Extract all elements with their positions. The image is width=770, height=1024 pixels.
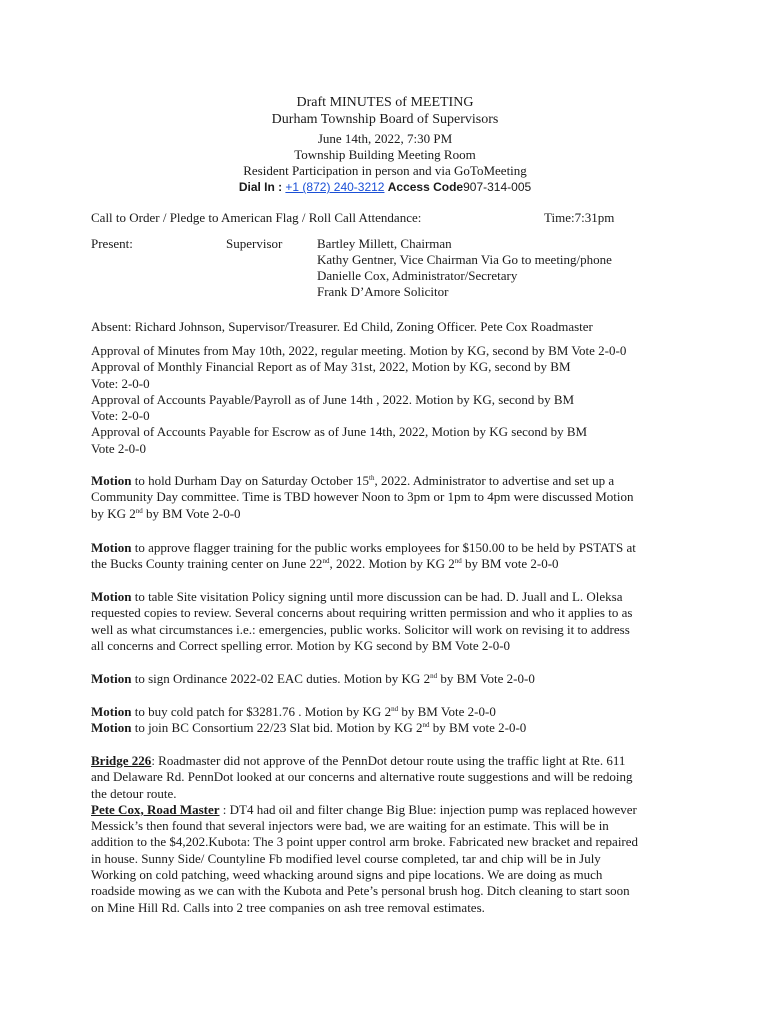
present-role: Supervisor — [226, 236, 283, 251]
motion-text: , 2022. Administrator to advertise and set up a — [374, 473, 615, 488]
present-member: Kathy Gentner, Vice Chairman Via Go to meeting/phone — [317, 252, 612, 267]
motion-text: requested copies to review. Several concerns about requiring written permission and who it applies to as — [91, 605, 633, 621]
motion-text: to join BC Consortium 22/23 Slat bid. Motion by KG 2 — [131, 720, 423, 736]
dial-in-phone-link[interactable]: +1 (872) 240-3212 — [285, 180, 385, 194]
ordinal-suffix: nd — [322, 557, 330, 566]
ordinal-suffix: nd — [135, 506, 143, 515]
meeting-date-time: June 14th, 2022, 7:30 PM — [317, 131, 453, 146]
participation-note: Resident Participation in person and via GoToMeeting — [243, 163, 527, 178]
bridge-and-road-report — [91, 753, 683, 916]
report-text: roadside mowing as we can with the Kubota and Pete’s personal brush hog. Ditch cleaning to start soon — [91, 883, 630, 899]
motion-text: to sign Ordinance 2022-02 EAC duties. Motion by KG 2 — [131, 671, 431, 686]
motion-text: to buy cold patch for $3281.76 . Motion by KG 2 — [131, 704, 392, 719]
motion-text: by BM vote 2-0-0 — [461, 556, 559, 572]
approval-line: Approval of Minutes from May 10th, 2022, regular meeting. Motion by KG, second by BM Vote 2-0-0 — [91, 343, 627, 358]
report-text: the detour route. — [91, 785, 177, 801]
motion-text: by KG 2 — [91, 505, 136, 521]
motion-text: Community Day committee. Time is TBD however Noon to 3pm or 1pm to 4pm were discussed Motion — [91, 489, 634, 505]
ordinal-suffix: nd — [422, 721, 430, 730]
motion-label: Motion — [91, 704, 132, 719]
present-label: Present: — [91, 236, 133, 251]
motion-label: Motion — [91, 473, 132, 488]
report-text: in house. Sunny Side/ Countyline Fb modified level course completed, tar and chip will be in July — [91, 850, 601, 866]
access-code-value: 907-314-005 — [463, 180, 532, 194]
board-name: Durham Township Board of Supervisors — [271, 112, 499, 127]
approvals-block — [91, 343, 683, 457]
motion-text: all concerns and Correct spelling error. Motion by KG second by BM Vote 2-0-0 — [91, 637, 511, 653]
report-text: Messick’s then found that several injectors were bad, we are waiting for an estimate. This will be in — [91, 818, 609, 834]
motion-label: Motion — [91, 720, 132, 736]
motion-ordinance — [91, 671, 683, 687]
call-to-order: Call to Order / Pledge to American Flag / Roll Call Attendance: — [91, 210, 422, 225]
approval-line: Vote: 2-0-0 — [91, 375, 150, 391]
report-text: addition to the $4,202.Kubota: The 3 point upper control arm broke. Fabricated new bracket and repaired — [91, 834, 639, 850]
motion-label: Motion — [91, 540, 132, 555]
bridge-heading: Bridge 226 — [91, 753, 152, 768]
motion-text: by BM Vote 2-0-0 — [398, 704, 496, 719]
motion-text: to hold Durham Day on Saturday October 15 — [131, 473, 370, 488]
access-code-label: Access Code — [387, 180, 464, 194]
report-text: : DT4 had oil and filter change Big Blue: injection pump was replaced however — [219, 801, 637, 817]
report-text: Working on cold patching, weed whacking around signs and pipe locations. We are doing as much — [91, 867, 603, 883]
motion-site-visitation — [91, 589, 683, 654]
motion-text: by BM Vote 2-0-0 — [437, 671, 535, 686]
present-member: Danielle Cox, Administrator/Secretary — [317, 268, 518, 283]
dial-in-label: Dial In : — [238, 180, 283, 194]
approval-line: Vote 2-0-0 — [91, 440, 147, 456]
approval-line: Approval of Accounts Payable for Escrow as of June 14th, 2022, Motion by KG second by BM — [91, 424, 588, 440]
motion-text: the Bucks County training center on June 22 — [91, 556, 323, 572]
ordinal-suffix: nd — [430, 672, 438, 680]
ordinal-suffix: nd — [391, 705, 399, 713]
report-text: and Delaware Rd. PennDot looked at our concerns and alternative route suggestions and will be redoing — [91, 769, 633, 785]
motion-durham-day — [91, 473, 683, 522]
document-title: Draft MINUTES of MEETING — [296, 95, 474, 110]
call-to-order-time: Time:7:31pm — [544, 210, 615, 225]
approval-line: Approval of Accounts Payable/Payroll as of June 14th , 2022. Motion by KG, second by BM — [91, 391, 575, 407]
motion-text: to approve flagger training for the public works employees for $150.00 to be held by PSTATS at — [131, 540, 636, 555]
motion-flagger-training — [91, 540, 683, 573]
motion-text: by BM Vote 2-0-0 — [142, 505, 241, 521]
approval-line: Approval of Monthly Financial Report as of May 31st, 2022, Motion by KG, second by BM — [91, 359, 571, 375]
motion-text: to table Site visitation Policy signing until more discussion can be had. D. Juall and L. Oleksa — [131, 589, 623, 604]
report-text: on Mine Hill Rd. Calls into 2 tree companies on ash tree removal estimates. — [91, 899, 485, 915]
ordinal-suffix: th — [369, 474, 375, 482]
present-member: Bartley Millett, Chairman — [317, 236, 452, 251]
road-master-heading: Pete Cox, Road Master — [91, 801, 220, 817]
report-text: : Roadmaster did not approve of the PennDot detour route using the traffic light at Rte. 611 — [151, 753, 626, 768]
motion-text: , 2022. Motion by KG 2 — [329, 556, 455, 572]
motion-text: by BM vote 2-0-0 — [429, 720, 527, 736]
present-member: Frank D’Amore Solicitor — [317, 284, 449, 299]
approval-line: Vote: 2-0-0 — [91, 408, 150, 424]
absent-line: Absent: Richard Johnson, Supervisor/Treasurer. Ed Child, Zoning Officer. Pete Cox Roadmaster — [91, 319, 593, 334]
meeting-location: Township Building Meeting Room — [294, 147, 476, 162]
dial-in-line — [0, 179, 770, 195]
motion-label: Motion — [91, 589, 132, 604]
ordinal-suffix: nd — [454, 557, 462, 566]
motion-text: well as what circumstances i.e.: emergencies, public works. Solicitor will work on revising it to address — [91, 621, 630, 637]
motion-label: Motion — [91, 671, 132, 686]
motion-cold-patch — [91, 704, 683, 737]
